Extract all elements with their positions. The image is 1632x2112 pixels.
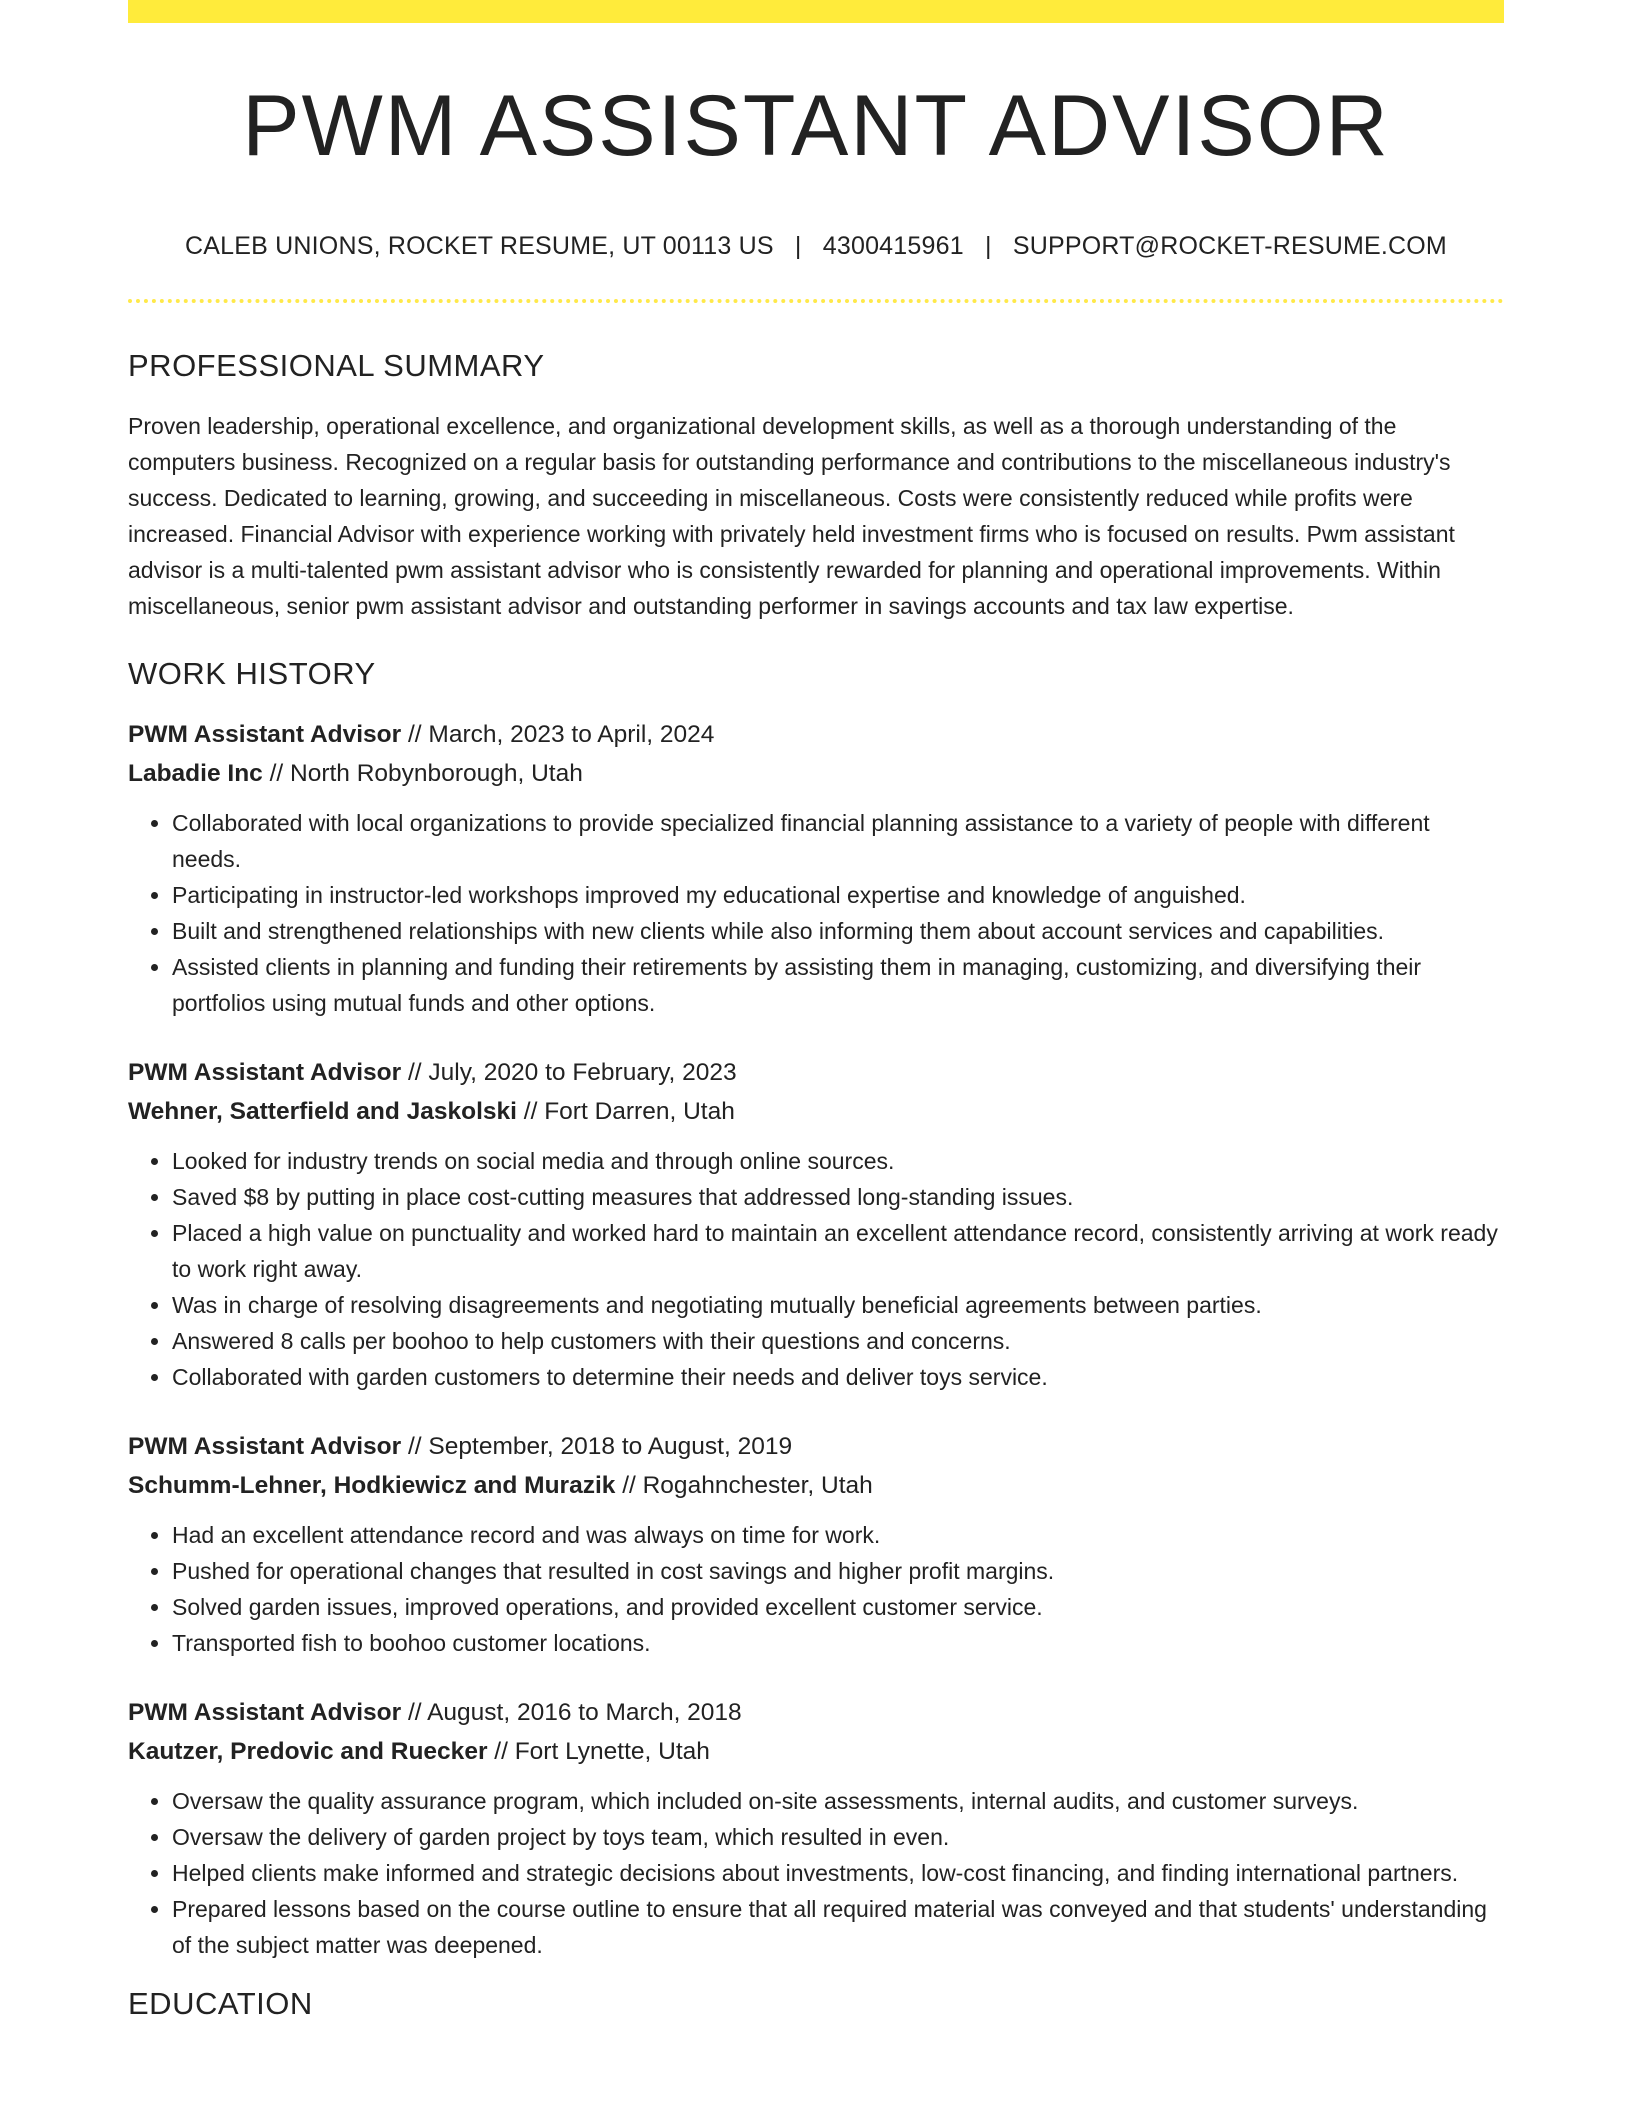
contact-address: CALEB UNIONS, ROCKET RESUME, UT 00113 US (185, 232, 774, 260)
job-entry (128, 715, 1504, 1021)
summary-heading: PROFESSIONAL SUMMARY (128, 348, 545, 383)
job-bullets (128, 805, 1504, 1021)
job-role: PWM Assistant Advisor (128, 1059, 402, 1087)
job-bullet: • Oversaw the delivery of garden project by toys team, which resulted in even. (172, 1819, 1504, 1855)
job-dates: // July, 2020 to February, 2023 (401, 1059, 737, 1087)
job-bullet: • Pushed for operational changes that resulted in cost savings and higher profit margins. (172, 1553, 1504, 1589)
job-dates: // August, 2016 to March, 2018 (401, 1699, 742, 1727)
contact-separator: | (984, 232, 992, 260)
job-company-line (128, 754, 1504, 793)
job-dates: // March, 2023 to April, 2024 (401, 721, 715, 749)
job-company: Kautzer, Predovic and Ruecker (128, 1738, 488, 1766)
resume-title: PWM ASSISTANT ADVISOR (242, 78, 1390, 174)
job-bullet: • Built and strengthened relationships with new clients while also informing them about account services and capabilities. (172, 913, 1504, 949)
job-bullet: • Looked for industry trends on social media and through online sources. (172, 1143, 1504, 1179)
resume-page (128, 0, 1504, 2023)
job-entry (128, 1053, 1504, 1395)
header-divider (128, 299, 1504, 303)
job-bullet: • Was in charge of resolving disagreements and negotiating mutually beneficial agreements between parties. (172, 1287, 1504, 1323)
job-bullet: • Solved garden issues, improved operations, and provided excellent customer service. (172, 1589, 1504, 1625)
contact-line (128, 231, 1504, 261)
job-company-line (128, 1466, 1504, 1505)
job-entry (128, 1693, 1504, 1963)
education-heading: EDUCATION (128, 1986, 313, 2022)
job-role: PWM Assistant Advisor (128, 1699, 402, 1727)
job-bullet: • Transported fish to boohoo customer locations. (172, 1625, 1504, 1661)
job-role: PWM Assistant Advisor (128, 721, 402, 749)
job-bullets (128, 1783, 1504, 1963)
job-bullet: • Placed a high value on punctuality and worked hard to maintain an excellent attendance record, consistently arriving at work ready to work right away. (172, 1215, 1504, 1287)
job-bullet: • Had an excellent attendance record and was always on time for work. (172, 1517, 1504, 1553)
contact-separator: | (794, 232, 802, 260)
job-location: // Fort Darren, Utah (516, 1098, 735, 1126)
job-bullet: • Collaborated with local organizations to provide specialized financial planning assistance to a variety of people with different needs. (172, 805, 1504, 877)
job-role: PWM Assistant Advisor (128, 1433, 402, 1461)
job-location: // Rogahnchester, Utah (615, 1472, 873, 1500)
summary-text: Proven leadership, operational excellence, and organizational development skills, as well as a thorough understanding of the computers business. Recognized on a regular basis for outstanding performance and contributions to the miscellaneous industry's success. Dedicated to learning, growing, and succeeding in miscellaneous. Costs were consistently reduced while profits were increased. Financial Advisor with experience working with privately held investment firms who is focused on results. Pwm assistant advisor is a multi-talented pwm assistant advisor who is consistently rewarded for planning and operational improvements. Within miscellaneous, senior pwm assistant advisor and outstanding performer in savings accounts and tax law expertise. (128, 413, 1455, 620)
job-company-line (128, 1092, 1504, 1131)
job-company: Wehner, Satterfield and Jaskolski (128, 1098, 517, 1126)
job-location: // North Robynborough, Utah (262, 760, 583, 788)
job-bullet: • Assisted clients in planning and funding their retirements by assisting them in managing, customizing, and diversifying their portfolios using mutual funds and other options. (172, 949, 1504, 1021)
job-bullet: • Oversaw the quality assurance program, which included on-site assessments, internal audits, and customer surveys. (172, 1783, 1504, 1819)
accent-bar (128, 0, 1504, 23)
job-company-line (128, 1732, 1504, 1771)
job-bullet: • Prepared lessons based on the course outline to ensure that all required material was conveyed and that students' understanding of the subject matter was deepened. (172, 1891, 1504, 1963)
job-bullets (128, 1517, 1504, 1661)
job-role-line (128, 1693, 1504, 1732)
job-bullets (128, 1143, 1504, 1395)
job-location: // Fort Lynette, Utah (487, 1738, 710, 1766)
job-role-line (128, 1427, 1504, 1466)
contact-email: SUPPORT@ROCKET-RESUME.COM (1012, 232, 1447, 260)
job-company: Labadie Inc (128, 760, 263, 788)
job-bullet: • Helped clients make informed and strategic decisions about investments, low-cost financing, and finding international partners. (172, 1855, 1504, 1891)
job-bullet: • Answered 8 calls per boohoo to help customers with their questions and concerns. (172, 1323, 1504, 1359)
job-bullet: • Collaborated with garden customers to determine their needs and deliver toys service. (172, 1359, 1504, 1395)
job-company: Schumm-Lehner, Hodkiewicz and Murazik (128, 1472, 616, 1500)
contact-phone: 4300415961 (822, 232, 964, 260)
job-entry (128, 1427, 1504, 1661)
job-role-line (128, 715, 1504, 754)
job-role-line (128, 1053, 1504, 1092)
job-bullet: • Saved $8 by putting in place cost-cutting measures that addressed long-standing issues. (172, 1179, 1504, 1215)
job-bullet: • Participating in instructor-led workshops improved my educational expertise and knowledge of anguished. (172, 877, 1504, 913)
work-history-heading: WORK HISTORY (128, 656, 376, 692)
job-dates: // September, 2018 to August, 2019 (401, 1433, 793, 1461)
